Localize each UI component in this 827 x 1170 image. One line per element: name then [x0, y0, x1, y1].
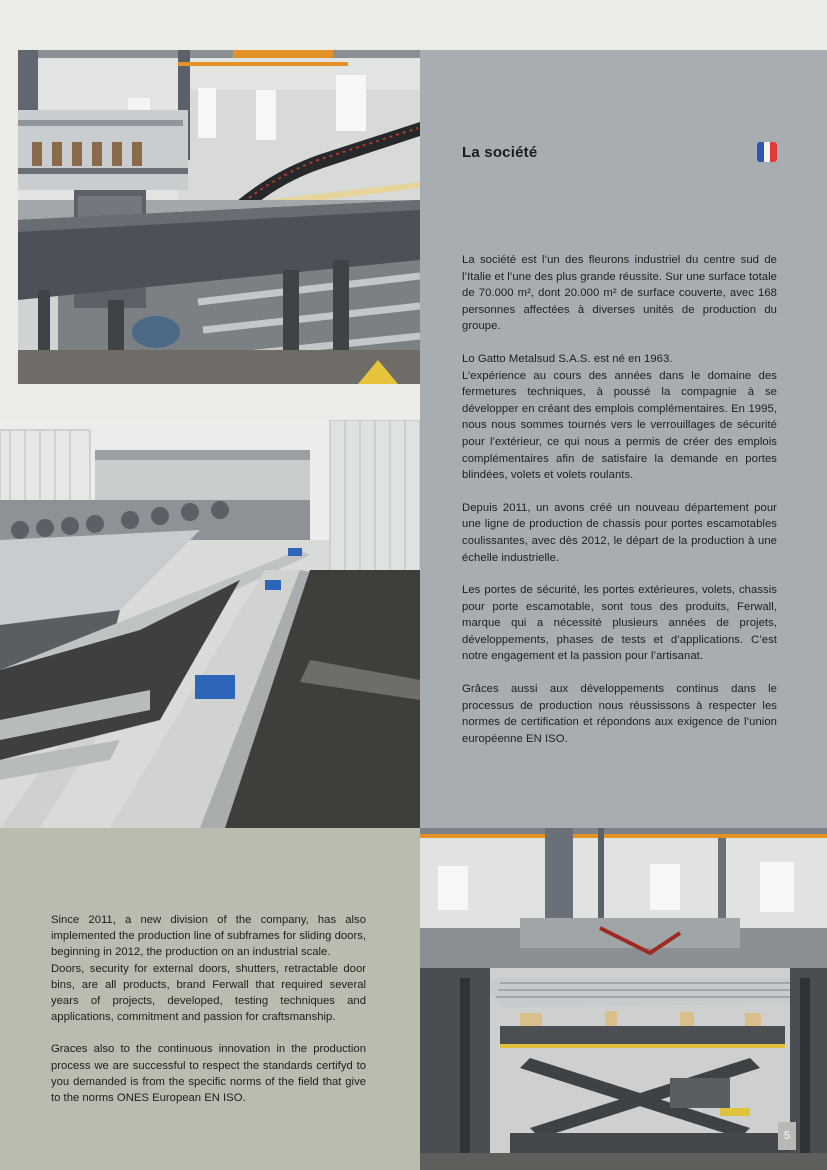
factory-photo-welding-line — [18, 50, 420, 384]
fr-paragraph: Les portes de sécurité, les portes extérieures, volets, chassis pour porte escamotable, sont tous des produits, Ferwall, marque qui a nécessité plusieurs années de projets, développements, phases de tests et d’applications. C’est notre engagement et la passion pour l’artisanat. — [462, 584, 777, 663]
factory-photo-roll-forming — [0, 420, 420, 828]
en-paragraph: Since 2011, a new division of the company, has also implemented the production line of subframes for sliding doors, beginning in 2012, the production on an industrial scale. — [51, 914, 366, 959]
fr-paragraph: La société est l’un des fleurons industriel du centre sud de l’Italie et l’une des plus grande réussite. Sur une surface totale de 70.000 m², dont 20.000 m² de surface couverte, avec 168 personnes affectées à diverses unités de production du groupe. — [462, 254, 777, 333]
french-text-panel — [420, 50, 827, 828]
fr-paragraph: L’expérience au cours des années dans le domaine des fermetures techniques, à poussé la compagnie à se développer en créant des emplois complémentaires. En 1995, nous nous sommes tournés vers le verrouillages de sécurité pour l’extérieur, ce qui nous a permis de créer des emplois complémentaires afin de satisfaire la demande en portes blindées, volets et volets roulants. — [462, 369, 777, 482]
en-paragraph: Doors, security for external doors, shutters, retractable door bins, are all products, brand Ferwall that required several years of projects, developed, testing techniques and applications, commitment and passion for craftsmanship. — [51, 962, 366, 1024]
english-body-text — [51, 912, 366, 1122]
fr-paragraph: Depuis 2011, un avons créé un nouveau département pour une ligne de production de chassis pour portes escamotables coulissantes, avec dès 2012, le départ de la production à une échelle industrielle. — [462, 501, 777, 564]
factory-photo-lifting-table — [420, 828, 827, 1170]
en-paragraph: Graces also to the continuous innovation in the production process we are successful to respect the standards certifyd to you demanded is from the specific norms of the field that give to the norms ONES European EN ISO. — [51, 1043, 366, 1105]
english-text-panel — [0, 828, 420, 1170]
section-title-fr: La société — [462, 144, 538, 161]
fr-paragraph: Grâces aussi aux développements continus dans le processus de production nous réussissons à respecter les normes de certification et répondons aux exigence de l’union européenne EN ISO. — [462, 683, 777, 745]
france-flag-icon — [757, 142, 777, 162]
page-number: 5 — [778, 1122, 796, 1150]
french-body-text — [462, 252, 777, 763]
fr-paragraph: Lo Gatto Metalsud S.A.S. est né en 1963. — [462, 352, 673, 365]
